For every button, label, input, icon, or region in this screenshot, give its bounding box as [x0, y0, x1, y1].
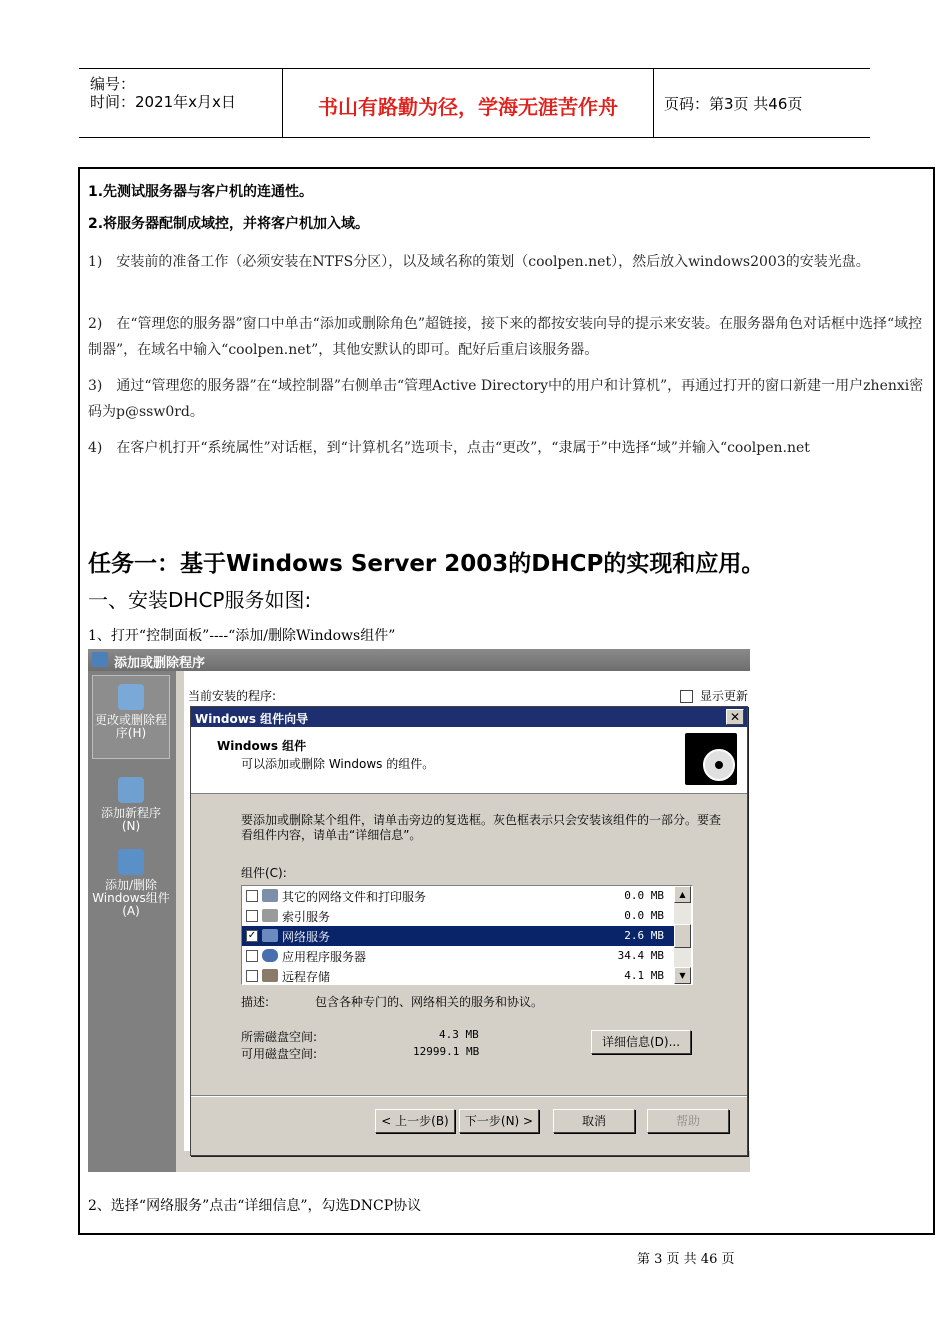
list-item[interactable]: ✓ 网络服务 2.6 MB: [242, 926, 674, 946]
show-updates-checkbox[interactable]: [680, 690, 693, 703]
task-title: 任务一：基于Windows Server 2003的DHCP的实现和应用。: [88, 551, 765, 577]
content-box: [78, 167, 935, 1235]
number-label: 编号：: [90, 75, 136, 93]
application-server-icon: [262, 949, 278, 962]
change-remove-icon: [118, 684, 144, 710]
add-program-icon: [118, 777, 144, 803]
components-wizard-dialog: [190, 706, 748, 1156]
section-title: 一、安装DHCP服务如图:: [88, 588, 312, 612]
network-services-icon: [262, 929, 278, 942]
current-programs-label: 当前安装的程序:: [188, 689, 277, 703]
wizard-banner: [191, 727, 747, 794]
sidebar-item-label: 添加/删除Windows组件(A): [92, 878, 170, 918]
list-item[interactable]: 远程存储 4.1 MB: [242, 966, 674, 985]
wizard-titlebar: [191, 707, 747, 727]
window-title: 添加或删除程序: [114, 656, 206, 671]
wizard-title: Windows 组件向导: [195, 712, 309, 726]
paragraph-4: 4) 在客户机打开“系统属性”对话框，到“计算机名”选项卡，点击“更改”，“隶属于”中选择“域”并输入“coolpen.net: [88, 440, 810, 456]
component-checkbox[interactable]: [246, 910, 258, 922]
header-motto-cell: [283, 69, 654, 137]
close-icon[interactable]: ✕: [726, 709, 744, 725]
required-space-label: 所需磁盘空间:: [241, 1030, 318, 1044]
scroll-thumb[interactable]: [674, 924, 691, 948]
page-number-label: 页码：第3页 共46页: [664, 95, 803, 113]
scroll-up-icon[interactable]: ▲: [674, 886, 691, 903]
programs-icon: [92, 652, 108, 667]
next-button[interactable]: 下一步(N) >: [459, 1109, 539, 1133]
sidebar-item-label: 更改或删除程序(H): [94, 713, 167, 740]
wizard-subheading: 可以添加或删除 Windows 的组件。: [241, 757, 435, 771]
sidebar-item-windows-components[interactable]: [92, 841, 170, 931]
description-label: 描述:: [241, 995, 270, 1009]
instruction-1: 1、打开“控制面板”----“添加/删除Windows组件”: [88, 628, 396, 644]
wizard-heading: Windows 组件: [217, 739, 307, 753]
window-titlebar: [88, 649, 750, 671]
paragraph-1: 1) 安装前的准备工作（必须安装在NTFS分区），以及域名称的策划（coolpen.net），然后放入windows2003的安装光盘。: [88, 254, 870, 270]
header-page-cell: [654, 69, 870, 137]
paragraph-3: 3) 通过“管理您的服务器”在“域控制器”右侧单击“管理Active Directory中的用户和计算机”，再通过打开的窗口新建一用户zhenxi密码为p@ssw0rd。: [88, 378, 924, 420]
component-checkbox[interactable]: [246, 890, 258, 902]
remote-storage-icon: [262, 969, 278, 982]
sidebar-item-change-remove[interactable]: [92, 675, 170, 759]
show-updates-label: 显示更新: [700, 689, 749, 703]
windows-components-icon: [118, 849, 144, 875]
details-button[interactable]: 详细信息(D)...: [591, 1030, 691, 1054]
header-meta-cell: [79, 69, 283, 137]
available-space-label: 可用磁盘空间:: [241, 1047, 318, 1061]
description-value: 包含各种专门的、网络相关的服务和协议。: [315, 995, 544, 1009]
step-1: 1.先测试服务器与客户机的连通性。: [88, 184, 314, 200]
paragraph-2: 2) 在“管理您的服务器”窗口中单击“添加或删除角色”超链接，接下来的都按安装向导的提示来安装。在服务器角色对话框中选择“域控制器”，在域名中输入“coolpen.net”，其他安默认的即可。配好后重启该服务器。: [88, 316, 923, 358]
list-item[interactable]: 应用程序服务器 34.4 MB: [242, 946, 674, 966]
divider: [191, 1095, 747, 1097]
wizard-description: 要添加或删除某个组件，请单击旁边的复选框。灰色框表示只会安装该组件的一部分。要查看组件内容，请单击“详细信息”。: [241, 813, 722, 842]
list-scrollbar[interactable]: [674, 886, 691, 984]
page-header: [79, 68, 870, 138]
component-checkbox-checked[interactable]: ✓: [247, 930, 257, 941]
network-printer-icon: [262, 889, 278, 902]
component-checkbox[interactable]: [246, 950, 258, 962]
footer-page-number: 第 3 页 共 46 页: [637, 1252, 735, 1267]
component-checkbox[interactable]: [246, 970, 258, 982]
list-item[interactable]: 索引服务 0.0 MB: [242, 906, 674, 926]
cancel-button[interactable]: 取消: [553, 1109, 635, 1133]
motto: 书山有路勤为径，学海无涯苦作舟: [318, 95, 618, 119]
sidebar-item-add-new[interactable]: [92, 769, 170, 841]
instruction-2: 2、选择“网络服务”点击“详细信息”，勾选DNCP协议: [88, 1198, 422, 1214]
step-2: 2.将服务器配制成域控，并将客户机加入域。: [88, 216, 370, 232]
sidebar-item-label: 添加新程序(N): [100, 806, 161, 833]
back-button[interactable]: < 上一步(B): [375, 1109, 455, 1133]
available-space-value: 12999.1 MB: [413, 1045, 480, 1058]
components-label: 组件(C):: [241, 866, 287, 880]
sidebar: [88, 671, 176, 1172]
embedded-screenshot: [88, 649, 750, 1172]
help-button[interactable]: 帮助: [647, 1109, 729, 1133]
time-label: 时间：2021年x月x日: [90, 93, 236, 111]
index-service-icon: [262, 909, 278, 922]
scroll-down-icon[interactable]: ▼: [674, 967, 691, 984]
setup-disc-icon: [685, 733, 737, 785]
list-item[interactable]: 其它的网络文件和打印服务 0.0 MB: [242, 886, 674, 906]
required-space-value: 4.3 MB: [439, 1028, 479, 1041]
components-list[interactable]: [241, 885, 693, 985]
